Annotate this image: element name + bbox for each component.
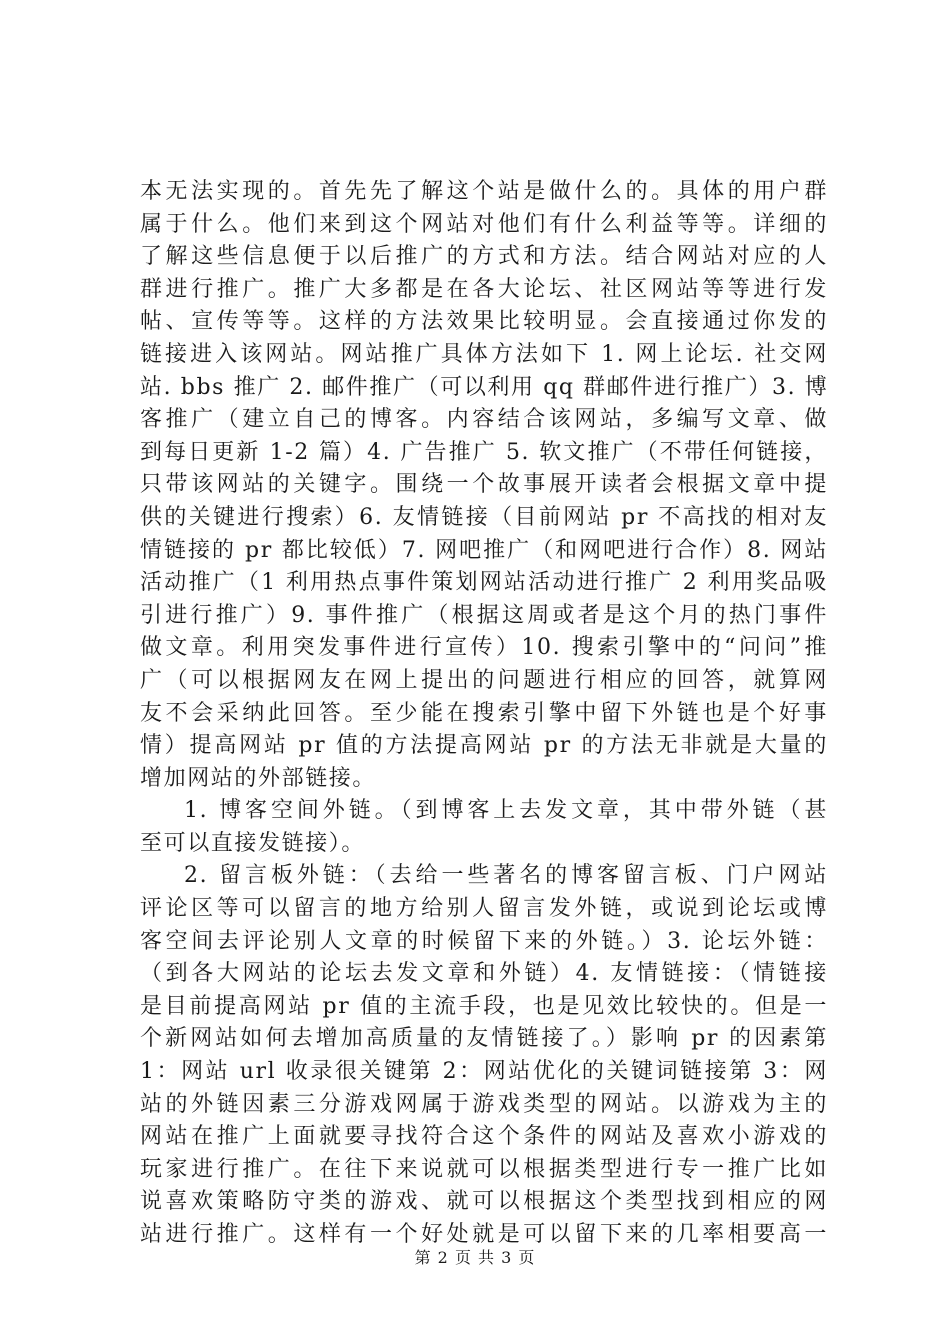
text-line: 个新网站如何去增加高质量的友情链接了。）影响 pr 的因素第 xyxy=(140,1026,828,1052)
text-line: 1：网站 url 收录很关键第 2：网站优化的关键词链接第 3：网 xyxy=(140,1059,828,1085)
text-line: 玩家进行推广。在往下来说就可以根据类型进行专一推广比如 xyxy=(140,1156,828,1182)
text-line: 增加网站的外部链接。 xyxy=(140,765,377,791)
paragraph-2 xyxy=(140,795,828,860)
text-line: 帖、宣传等等。这样的方法效果比较明显。会直接通过你发的 xyxy=(140,309,828,335)
text-line: 情链接的 pr 都比较低）7. 网吧推广（和网吧进行合作）8. 网站 xyxy=(140,537,828,563)
text-line: 做文章。利用突发事件进行宣传）10. 搜索引擎中的“问问”推 xyxy=(140,635,828,661)
text-line: 群进行推广。推广大多都是在各大论坛、社区网站等等进行发 xyxy=(140,276,828,302)
text-line: 说喜欢策略防守类的游戏、就可以根据这个类型找到相应的网 xyxy=(140,1189,828,1215)
page-number-footer: 第 2 页 共 3 页 xyxy=(414,1248,536,1267)
text-line: 情）提高网站 pr 值的方法提高网站 pr 的方法无非就是大量的 xyxy=(140,733,828,759)
text-line: 了解这些信息便于以后推广的方式和方法。结合网站对应的人 xyxy=(140,244,828,270)
text-line: 广（可以根据网友在网上提出的问题进行相应的回答，就算网 xyxy=(140,667,828,693)
text-line: 是目前提高网站 pr 值的主流手段，也是见效比较快的。但是一 xyxy=(140,993,828,1019)
text-line: 1. 博客空间外链。（到博客上去发文章，其中带外链（甚 xyxy=(184,798,828,824)
text-line: 站. bbs 推广 2. 邮件推广（可以利用 qq 群邮件进行推广）3. 博 xyxy=(140,374,829,400)
text-line: 链接进入该网站。网站推广具体方法如下 1. 网上论坛. 社交网 xyxy=(140,341,828,367)
text-line: 只带该网站的关键字。围绕一个故事展开读者会根据文章中提 xyxy=(140,472,828,498)
text-line: 供的关键进行搜索）6. 友情链接（目前网站 pr 不高找的相对友 xyxy=(140,504,828,530)
document-body xyxy=(140,176,828,1252)
text-line: 活动推广（1 利用热点事件策划网站活动进行推广 2 利用奖品吸 xyxy=(140,570,828,596)
text-line: 客推广（建立自己的博客。内容结合该网站，多编写文章、做 xyxy=(140,407,828,433)
text-line: 至可以直接发链接）。 xyxy=(140,830,366,856)
text-line: 评论区等可以留言的地方给别人留言发外链，或说到论坛或博 xyxy=(140,896,828,922)
text-line: 属于什么。他们来到这个网站对他们有什么利益等等。详细的 xyxy=(140,211,828,237)
text-line: 友不会采纳此回答。至少能在搜索引擎中留下外链也是个好事 xyxy=(140,700,828,726)
text-line: （到各大网站的论坛去发文章和外链）4. 友情链接：（情链接 xyxy=(140,961,828,987)
text-line: 网站在推广上面就要寻找符合这个条件的网站及喜欢小游戏的 xyxy=(140,1124,828,1150)
text-line: 2. 留言板外链：（去给一些著名的博客留言板、门户网站 xyxy=(184,863,828,889)
text-line: 客空间去评论别人文章的时候留下来的外链。）3. 论坛外链： xyxy=(140,928,828,954)
paragraph-1 xyxy=(140,176,828,795)
text-line: 站进行推广。这样有一个好处就是可以留下来的几率相要高一 xyxy=(140,1222,828,1247)
text-line: 引进行推广）9. 事件推广（根据这周或者是这个月的热门事件 xyxy=(140,602,828,628)
text-line: 到每日更新 1-2 篇）4. 广告推广 5. 软文推广（不带任何链接， xyxy=(140,439,828,465)
text-line: 本无法实现的。首先先了解这个站是做什么的。具体的用户群 xyxy=(140,179,828,204)
paragraph-3 xyxy=(140,860,828,1251)
text-line: 站的外链因素三分游戏网属于游戏类型的网站。以游戏为主的 xyxy=(140,1091,828,1117)
